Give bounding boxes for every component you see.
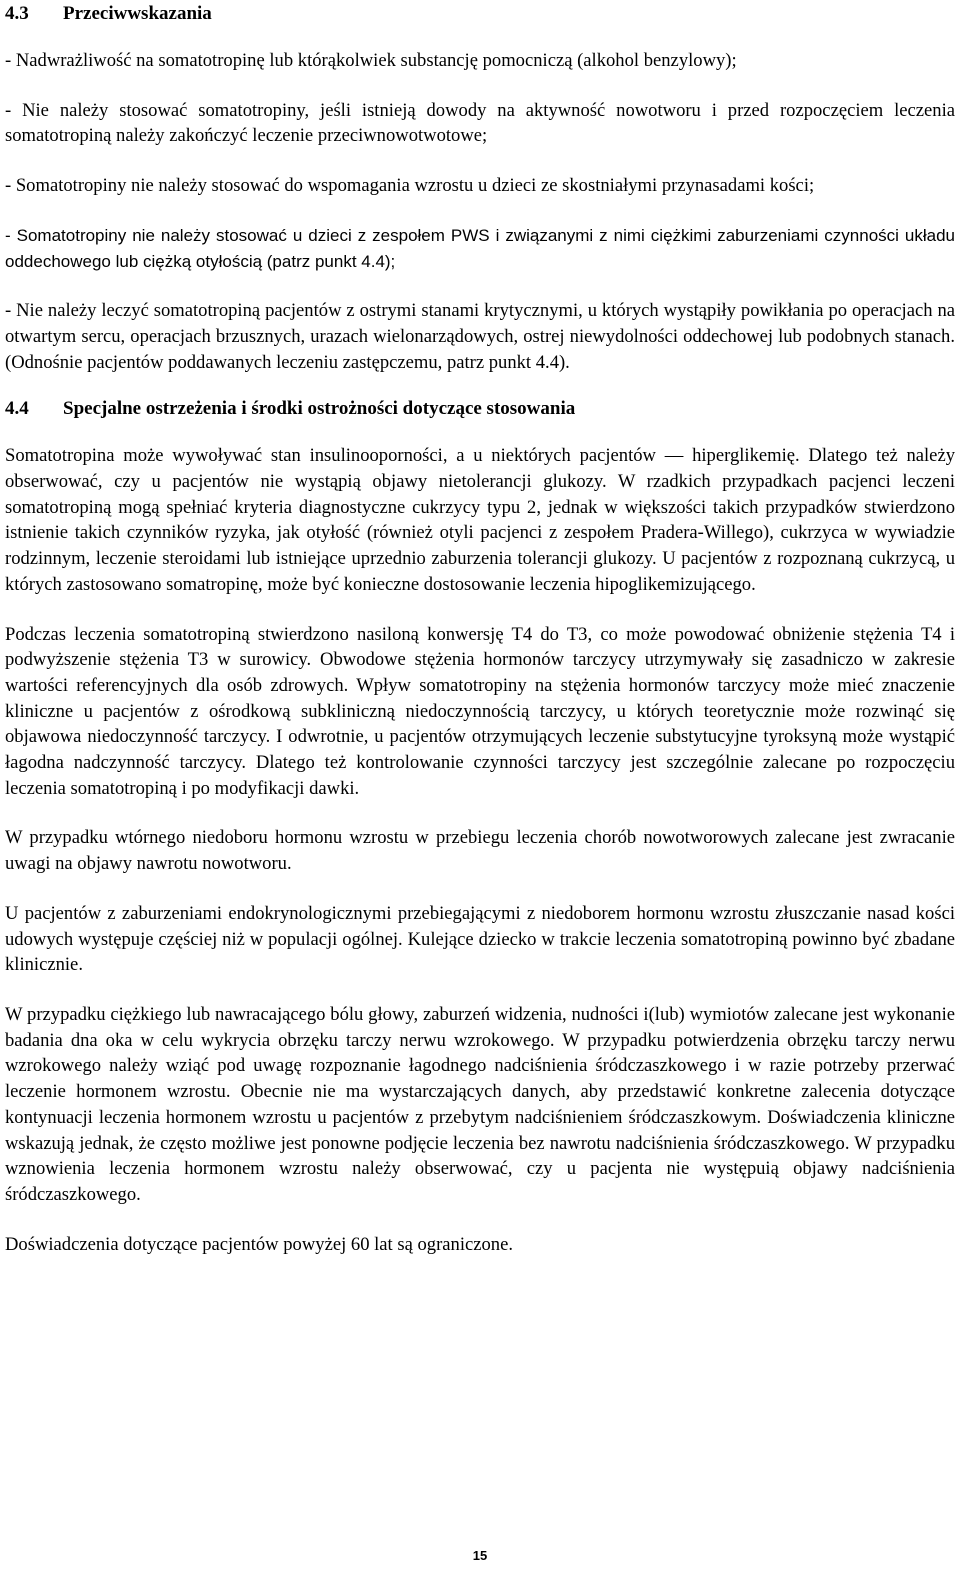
body-paragraph: Doświadczenia dotyczące pacjentów powyżej 60 lat są ograniczone. — [5, 1233, 514, 1255]
document-page — [5, 0, 955, 1257]
contraindication-item: - Nadwrażliwość na somatotropinę lub którąkolwiek substancję pomocniczą (alkohol benzylowy); — [5, 50, 737, 71]
section-heading-4-4 — [5, 396, 955, 421]
contraindication-item: - Nie należy leczyć somatotropiną pacjentów z ostrymi stanami krytycznymi, u których wystąpiły powikłania po operacjach na otwartym sercu, operacjach brzusznych, urazach wielonarządowych, ostrej niewydolności oddechowej lub podobnych stanach. (Odnośnie pacjentów poddawanych leczeniu zastępczemu, patrz punkt 4.4). — [5, 300, 955, 373]
body-paragraph: U pacjentów z zaburzeniami endokrynologicznymi przebiegającymi z niedoborem hormonu wzrostu złuszczanie nasad kości udowych występuje częściej niż w populacji ogólnej. Kulejące dziecko w trakcie leczenia somatotropiną powinno być zbadane klinicznie. — [5, 902, 955, 976]
contraindication-item: - Somatotropiny nie należy stosować u dzieci z zespołem PWS i związanymi z nimi ciężkimi zaburzeniami czynności układu oddechowego lub ciężką otyłością (patrz punkt 4.4); — [5, 225, 955, 271]
body-paragraph: W przypadku wtórnego niedoboru hormonu wzrostu w przebiegu leczenia chorób nowotworowych zalecane jest zwracanie uwagi na objawy nawrotu nowotworu. — [5, 827, 955, 875]
section-title: Przeciwwskazania — [63, 3, 212, 24]
contraindication-item: - Somatotropiny nie należy stosować do wspomagania wzrostu u dzieci ze skostniałymi przynasadami kości; — [5, 175, 815, 197]
section-number: 4.4 — [5, 398, 29, 420]
body-paragraph: W przypadku ciężkiego lub nawracającego bólu głowy, zaburzeń widzenia, nudności i(lub) wymiotów zalecane jest wykonanie badania dna oka w celu wykrycia obrzęku tarczy nerwu wzrokowego. W przypadku potwierdzenia obrzęku tarczy nerwu wzrokowego należy wziąć pod uwagę rozpoznanie łagodnego nadciśnienia śródczaszkowego i w razie potrzeby przerwać leczenie hormonem wzrostu. Obecnie nie ma wystarczających danych, aby przedstawić konkretne zalecenia dotyczące kontynuacji leczenia hormonem wzrostu u pacjentów z przebytym nadciśnieniem śródczaszkowym. Doświadczenia kliniczne wskazują jednak, że często możliwe jest ponowne podjęcie leczenia bez nawrotu nadciśnienia śródczaszkowego. W przypadku wznowienia leczenia hormonem wzrostu należy obserwować, czy u pacjenta nie występuią objawy nadciśnienia śródczaszkowego. — [5, 1003, 955, 1205]
section-heading-4-3 — [5, 1, 955, 26]
body-paragraph: Somatotropina może wywoływać stan insulinooporności, a u niektórych pacjentów — hiperglikemię. Dlatego też należy obserwować, czy u pacjentów nie wystąpią objawy nietolerancji glukozy. W rzadkich przypadkach pacjenci leczeni somatotropiną mogą spełniać kryteria diagnostyczne cukrzycy typu 2, jednak w większości takich przypadków stwierdzono istnienie takich czynników ryzyka, jak otyłość (również otyli pacjenci z zespołem Pradera-Willego), cukrzyca w wywiadzie rodzinnym, leczenie steroidami lub istniejące uprzednio zaburzenia tolerancji glukozy. U pacjentów z rozpoznaną cukrzycą, u których zastosowano somatropinę, może być konieczne dostosowanie leczenia hipoglikemizującego. — [5, 445, 955, 595]
contraindication-item: - Nie należy stosować somatotropiny, jeśli istnieją dowody na aktywność nowotworu i przed rozpoczęciem leczenia somatotropiną należy zakończyć leczenie przeciwnowotwotowe; — [5, 99, 955, 147]
section-number: 4.3 — [5, 3, 29, 24]
section-title: Specjalne ostrzeżenia i środki ostrożności dotyczące stosowania — [63, 398, 576, 420]
body-paragraph: Podczas leczenia somatotropiną stwierdzono nasiloną konwersję T4 do T3, co może powodować obniżenie stężenia T4 i podwyższenie stężenia T3 w surowicy. Obwodowe stężenia hormonów tarczycy utrzymywały się zasadniczo w zakresie wartości referencyjnych dla osób zdrowych. Wpływ somatotropiny na stężenia hormonów tarczycy może mieć znaczenie kliniczne u pacjentów z ośrodkową subkliniczną niedoczynnością tarczycy, u których teoretycznie może rozwinąć się objawowa niedoczynność tarczycy. I odwrotnie, u pacjentów otrzymujących leczenie substytucyjne tyroksyną może wystąpić łagodna nadczynność tarczycy. Dlatego też kontrolowanie czynności tarczycy jest szczególnie zalecane po rozpoczęciu leczenia somatotropiną i po modyfikacji dawki. — [5, 623, 955, 799]
page-number: 15 — [472, 1548, 488, 1563]
